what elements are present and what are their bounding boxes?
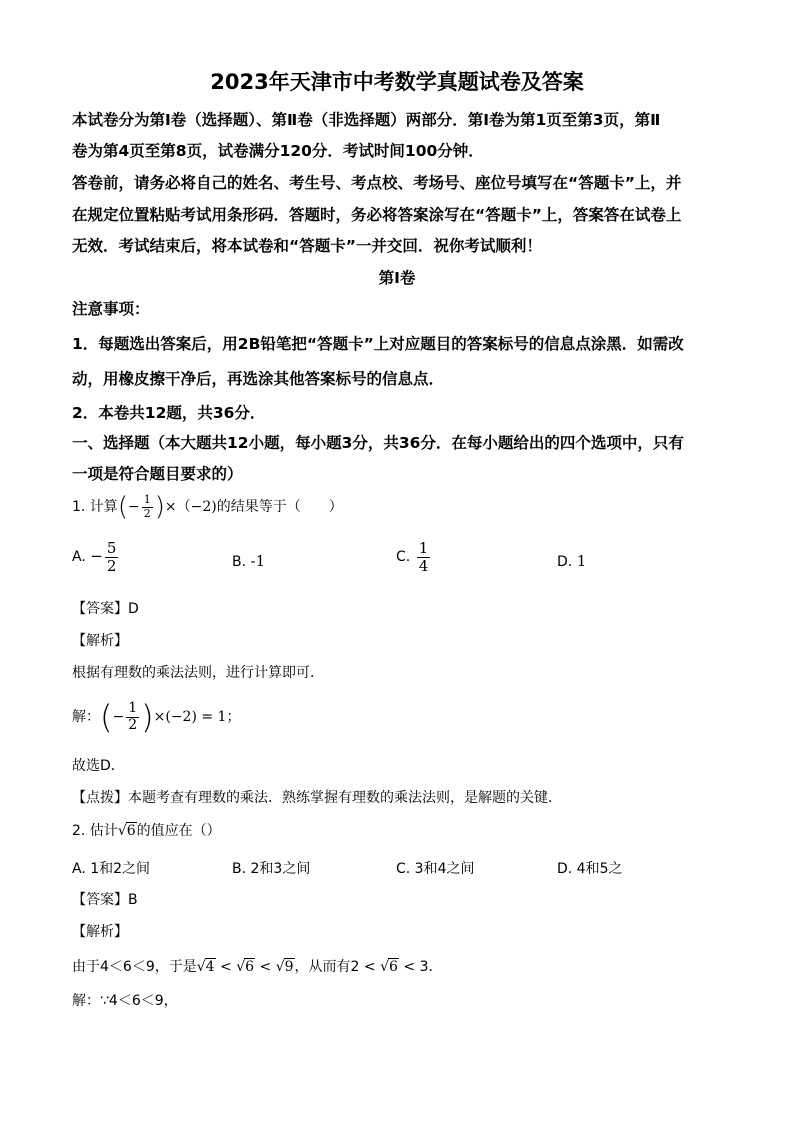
- analysis-text: ，从而有2 <: [294, 959, 381, 975]
- radical-sign-icon: √: [380, 959, 390, 975]
- question-1: [72, 492, 343, 522]
- radicand: 6: [389, 959, 398, 975]
- notes-item-1b: 动，用橡皮擦干净后，再选涂其他答案标号的信息点．: [72, 370, 445, 388]
- q2-analysis: [72, 956, 442, 976]
- radicand: 4: [205, 959, 215, 975]
- q1-choice: 故选D．: [72, 758, 125, 774]
- analysis-text: 由于4＜6＜9，于是: [72, 959, 197, 975]
- fraction-numerator: 1: [143, 493, 151, 507]
- radicand: 6: [126, 823, 136, 839]
- q1-analysis: 根据有理数的乘法法则，进行计算即可．: [72, 665, 324, 681]
- left-paren: (: [117, 492, 128, 522]
- radical-sign-icon: √: [117, 823, 127, 839]
- sqrt-six: [380, 959, 399, 975]
- q1-comment: 【点拨】本题考查有理数的乘法．熟练掌握有理数的乘法法则，是解题的关键．: [72, 790, 562, 806]
- question-1-prefix: 1. 计算: [72, 499, 118, 515]
- analysis-text: < 3．: [398, 959, 443, 975]
- q1-answer: 【答案】D: [72, 601, 139, 617]
- fraction-numerator: 1: [418, 539, 429, 557]
- solution-fraction: [126, 701, 139, 733]
- times-expression: ×（−2): [164, 499, 217, 515]
- less-than: <: [215, 959, 237, 975]
- fraction-denominator: 4: [418, 556, 429, 575]
- q1-option-c: [396, 540, 432, 574]
- radical-sign-icon: √: [275, 959, 285, 975]
- solution-prefix: 解：: [72, 709, 100, 725]
- q1-solution: [72, 698, 240, 736]
- part1-line-2: 一项是符合题目要求的）: [72, 465, 243, 483]
- option-c-fraction: [417, 540, 431, 574]
- q2-solution: 解：∵4＜6＜9，: [72, 993, 178, 1009]
- page-title: 2023年天津市中考数学真题试卷及答案: [210, 70, 584, 94]
- fraction-numerator: 5: [106, 539, 117, 557]
- fraction-denominator: 2: [128, 716, 138, 733]
- q2-option-a: A. 1和2之间: [72, 861, 151, 877]
- option-label: D.: [557, 554, 573, 570]
- less-than: <: [255, 959, 276, 975]
- fraction-denominator: 2: [106, 556, 117, 575]
- option-a-fraction: [105, 540, 119, 574]
- section-heading: 第Ⅰ卷: [378, 269, 416, 287]
- sqrt-six: [236, 959, 255, 975]
- sqrt-nine: [276, 959, 295, 975]
- option-label: A.: [72, 549, 86, 565]
- intro-line-1: 本试卷分为第Ⅰ卷（选择题）、第Ⅱ卷（非选择题）两部分．第Ⅰ卷为第1页至第3页，第Ⅱ: [72, 111, 661, 129]
- q2-option-d: D. 4和5之: [557, 861, 623, 877]
- minus-sign: −: [127, 499, 140, 515]
- part1-line-1: 一、选择题（本大题共12小题，每小题3分，共36分．在每小题给出的四个选项中，只有: [72, 434, 684, 452]
- minus-sign: −: [112, 709, 125, 725]
- q2-analysis-heading: 【解析】: [72, 924, 128, 940]
- radical-sign-icon: √: [236, 959, 246, 975]
- q1-option-b: [232, 552, 265, 570]
- q2-answer: 【答案】B: [72, 892, 138, 908]
- q2-option-c: C. 3和4之间: [396, 861, 475, 877]
- notes-item-1a: 1．每题选出答案后，用2B铅笔把“答题卡”上对应题目的答案标号的信息点涂黑．如需改: [72, 335, 684, 353]
- notes-heading: 注意事项：: [72, 300, 150, 318]
- fraction-numerator: 1: [128, 700, 138, 717]
- intro-line-3: 答卷前，请务必将自己的姓名、考生号、考点校、考场号、座位号填写在“答题卡”上，并: [72, 174, 682, 192]
- intro-line-5: 无效．考试结束后，将本试卷和“答题卡”一并交回．祝你考试顺利！: [72, 237, 542, 255]
- intro-line-2: 卷为第4页至第8页，试卷满分120分．考试时间100分钟．: [72, 142, 484, 160]
- right-paren: ): [154, 492, 165, 522]
- radicand: 9: [284, 959, 294, 975]
- question-2-prefix: 2. 估计: [72, 823, 118, 839]
- sqrt-four: [197, 959, 216, 975]
- fraction-one-half: [142, 494, 153, 519]
- option-sign: −: [90, 547, 103, 565]
- option-label: C.: [396, 549, 411, 565]
- right-paren: ): [141, 698, 154, 736]
- option-value: 1: [576, 552, 587, 570]
- radical-sign-icon: √: [196, 959, 206, 975]
- question-1-suffix: 的结果等于（ ）: [216, 499, 343, 515]
- question-2-suffix: 的值应在（）: [136, 823, 221, 839]
- q1-analysis-heading: 【解析】: [72, 633, 128, 649]
- option-label: B.: [232, 554, 247, 570]
- question-2: [72, 820, 221, 840]
- fraction-denominator: 2: [143, 506, 151, 520]
- intro-line-4: 在规定位置粘贴考试用条形码．答题时，务必将答案涂写在“答题卡”上，答案答在试卷上: [72, 206, 682, 224]
- sqrt-six: [118, 823, 137, 839]
- left-paren: (: [100, 698, 113, 736]
- solution-rest: ×(−2) = 1；: [153, 709, 241, 725]
- q1-option-d: [557, 552, 586, 570]
- option-value: -1: [250, 552, 266, 570]
- q1-option-a: [72, 540, 120, 574]
- notes-item-2: 2．本卷共12题，共36分．: [72, 404, 266, 422]
- radicand: 6: [245, 959, 255, 975]
- q2-option-b: B. 2和3之间: [232, 861, 311, 877]
